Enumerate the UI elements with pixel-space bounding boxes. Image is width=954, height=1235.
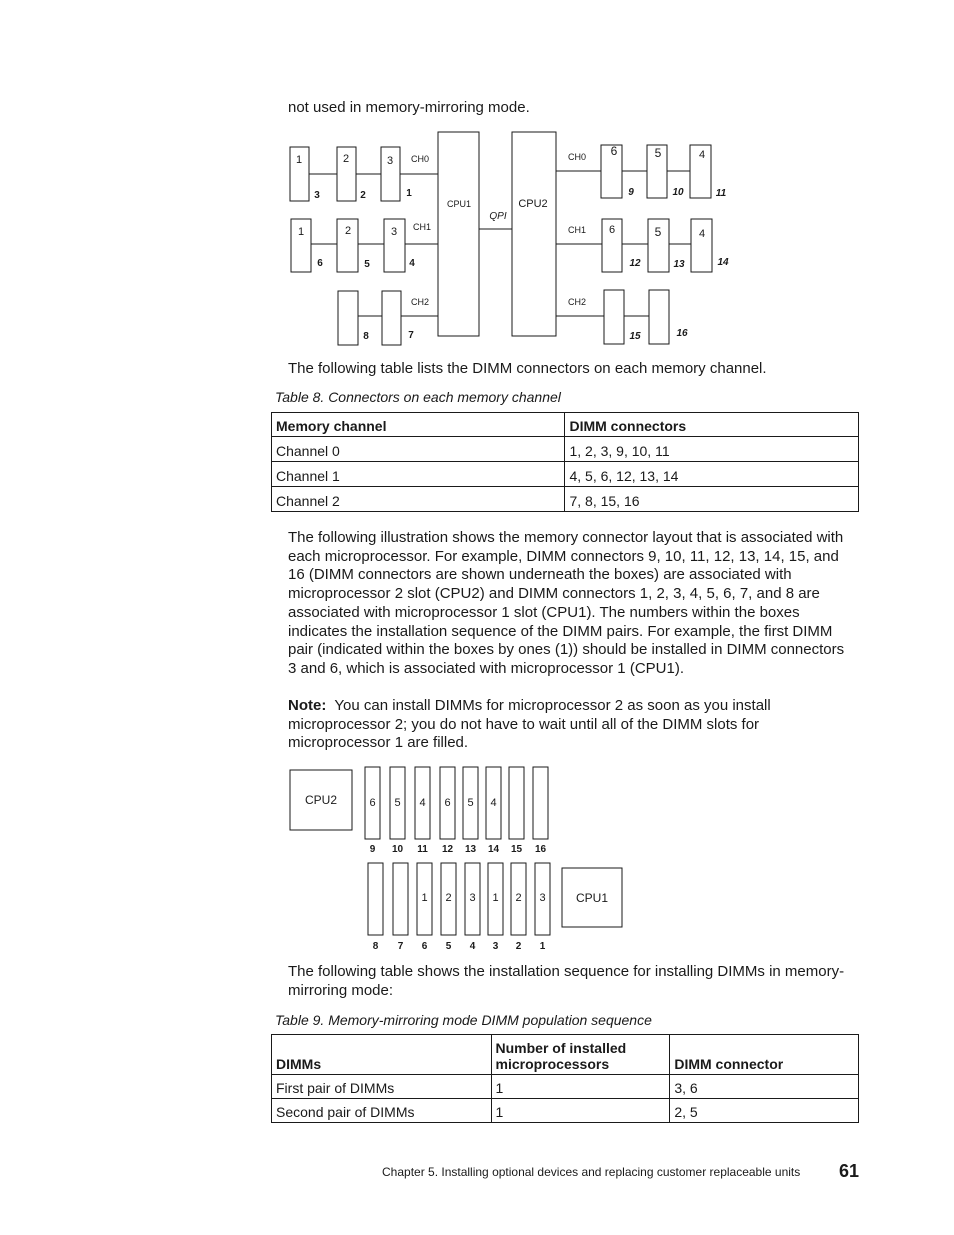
seq-label: 6	[610, 144, 618, 158]
connector-label: 11	[417, 844, 428, 855]
channel-label: CH2	[411, 297, 430, 307]
table-header: DIMM connectors	[565, 413, 859, 437]
table9-intro: The following table shows the installation sequence for installing DIMMs in memory-mirroring mode:	[288, 963, 845, 999]
table9	[271, 1034, 859, 1123]
connector-label: 13	[673, 259, 685, 270]
connector-label: 2	[360, 190, 366, 201]
seq-label: 3	[386, 155, 394, 167]
connector-label: 7	[397, 941, 404, 952]
table9-caption: Table 9. Memory-mirroring mode DIMM population sequence	[275, 1012, 652, 1028]
channel-label: CH1	[413, 222, 432, 232]
connector-label: 12	[441, 844, 454, 855]
seq-label: 6	[444, 797, 451, 809]
connector-label: 3	[314, 190, 320, 201]
dimm-slot	[533, 767, 548, 839]
channel-label: CH1	[568, 225, 587, 235]
cpu2-label: CPU2	[304, 793, 338, 807]
connector-label: 14	[717, 257, 729, 268]
seq-label: 5	[654, 225, 662, 239]
connector-label: 15	[629, 331, 641, 342]
seq-label: 6	[369, 797, 376, 809]
connector-label: 9	[628, 187, 634, 198]
table-cell: First pair of DIMMs	[272, 1075, 492, 1099]
table-row	[272, 437, 859, 462]
connector-label: 16	[676, 328, 688, 339]
channel-label: CH0	[568, 152, 587, 162]
connector-label: 13	[464, 844, 477, 855]
note-text: You can install DIMMs for microprocessor 2 as soon as you install microprocessor 2; you do not have to wait until all of the DIMM slots for microprocessor 1 are filled.	[288, 697, 771, 752]
note-label: Note:	[288, 697, 327, 714]
table-cell: Channel 2	[272, 487, 565, 512]
connector-label: 12	[629, 258, 641, 269]
connector-label: 3	[492, 941, 499, 952]
table8	[271, 412, 859, 512]
connector-label: 5	[364, 259, 370, 270]
table-row	[272, 462, 859, 487]
seq-label: 2	[445, 892, 452, 904]
dimm-slot	[382, 291, 401, 345]
seq-label: 5	[467, 797, 474, 809]
connector-label: 6	[317, 258, 323, 269]
cpu1-label: CPU1	[446, 199, 472, 209]
table-cell: 3, 6	[670, 1075, 859, 1099]
connector-label: 15	[510, 844, 523, 855]
dimm-slot	[649, 290, 669, 344]
seq-label: 3	[469, 892, 476, 904]
table-cell: 1, 2, 3, 9, 10, 11	[565, 437, 859, 462]
cpu1-block	[438, 132, 479, 336]
seq-label: 1	[295, 154, 303, 166]
table-cell: Second pair of DIMMs	[272, 1099, 492, 1123]
seq-label: 2	[344, 225, 352, 237]
cpu2-label: CPU2	[518, 198, 548, 210]
seq-label: 5	[654, 146, 662, 160]
table-header: DIMM connector	[670, 1035, 859, 1075]
dimm-slot	[393, 863, 408, 935]
illustration-paragraph: The following illustration shows the memory connector layout that is associated with each microprocessor. For example, DIMM connectors 9, 10, 11, 12, 13, 14, 15, and 16 (DIMM connectors are shown underneath the boxes) are associated with microprocessor 2 slot (CPU2) and DIMM connectors 1, 2, 3, 4, 5, 6, 7, and 8 are associated with microprocessor 1 slot (CPU1). The numbers within the boxes indicates the installation sequence of the DIMM pairs. For example, the first DIMM pair (indicated within the boxes by ones (1)) should be installed in DIMM connectors 3 and 6, which is associated with microprocessor 1 (CPU1).	[288, 529, 845, 677]
table-cell: 7, 8, 15, 16	[565, 487, 859, 512]
connector-label: 9	[369, 844, 376, 855]
table-row	[272, 487, 859, 512]
seq-label: 6	[608, 224, 616, 236]
seq-label: 1	[297, 226, 305, 238]
channel-label: CH0	[411, 154, 430, 164]
table-cell: Channel 1	[272, 462, 565, 487]
dimm-slot	[338, 291, 358, 345]
channel-label: CH2	[568, 297, 587, 307]
qpi-label: QPI	[489, 211, 507, 222]
connector-label: 6	[421, 941, 428, 952]
connector-label: 5	[445, 941, 452, 952]
connector-label: 4	[469, 941, 476, 952]
dimm-slot	[509, 767, 524, 839]
seq-label: 1	[492, 892, 499, 904]
seq-label: 3	[390, 226, 398, 238]
table8-caption: Table 8. Connectors on each memory channel	[275, 389, 561, 405]
connector-label: 7	[408, 330, 414, 341]
footer-chapter: Chapter 5. Installing optional devices and replacing customer replaceable units	[382, 1165, 801, 1179]
table-header: Memory channel	[272, 413, 565, 437]
dimm-slot	[604, 290, 624, 344]
table-cell: 2, 5	[670, 1099, 859, 1123]
table-header: DIMMs	[272, 1035, 492, 1075]
table-row	[272, 1075, 859, 1099]
dimm-slot	[368, 863, 383, 935]
connector-label: 16	[534, 844, 547, 855]
memory-channel-diagram	[280, 125, 750, 350]
connector-label: 1	[406, 188, 412, 199]
connector-label: 1	[539, 941, 546, 952]
table-cell: 4, 5, 6, 12, 13, 14	[565, 462, 859, 487]
connector-label: 8	[363, 331, 369, 342]
connector-label: 10	[391, 844, 404, 855]
connector-label: 2	[515, 941, 522, 952]
seq-label: 4	[698, 149, 706, 161]
seq-label: 3	[539, 892, 546, 904]
seq-label: 2	[515, 892, 522, 904]
table-header: Number of installed microprocessors	[491, 1035, 670, 1075]
seq-label: 4	[490, 797, 497, 809]
page-number: 61	[839, 1161, 860, 1181]
connector-label: 14	[487, 844, 500, 855]
connector-label: 8	[372, 941, 379, 952]
cpu2-block	[512, 132, 556, 336]
note-paragraph	[288, 697, 853, 753]
intro-line: not used in memory-mirroring mode.	[288, 99, 530, 116]
table-cell: 1	[491, 1099, 670, 1123]
seq-label: 4	[698, 228, 706, 240]
dimm-slot	[691, 219, 712, 272]
seq-label: 5	[394, 797, 401, 809]
table8-intro: The following table lists the DIMM connectors on each memory channel.	[288, 360, 767, 377]
connector-layout-diagram	[285, 760, 630, 955]
seq-label: 2	[342, 153, 350, 165]
connector-label: 10	[672, 187, 684, 198]
table-row	[272, 1099, 859, 1123]
connector-label: 4	[409, 258, 415, 269]
table-cell: 1	[491, 1075, 670, 1099]
table-cell: Channel 0	[272, 437, 565, 462]
cpu1-label: CPU1	[575, 891, 609, 905]
connector-label: 11	[715, 188, 727, 199]
seq-label: 4	[419, 797, 426, 809]
seq-label: 1	[421, 892, 428, 904]
